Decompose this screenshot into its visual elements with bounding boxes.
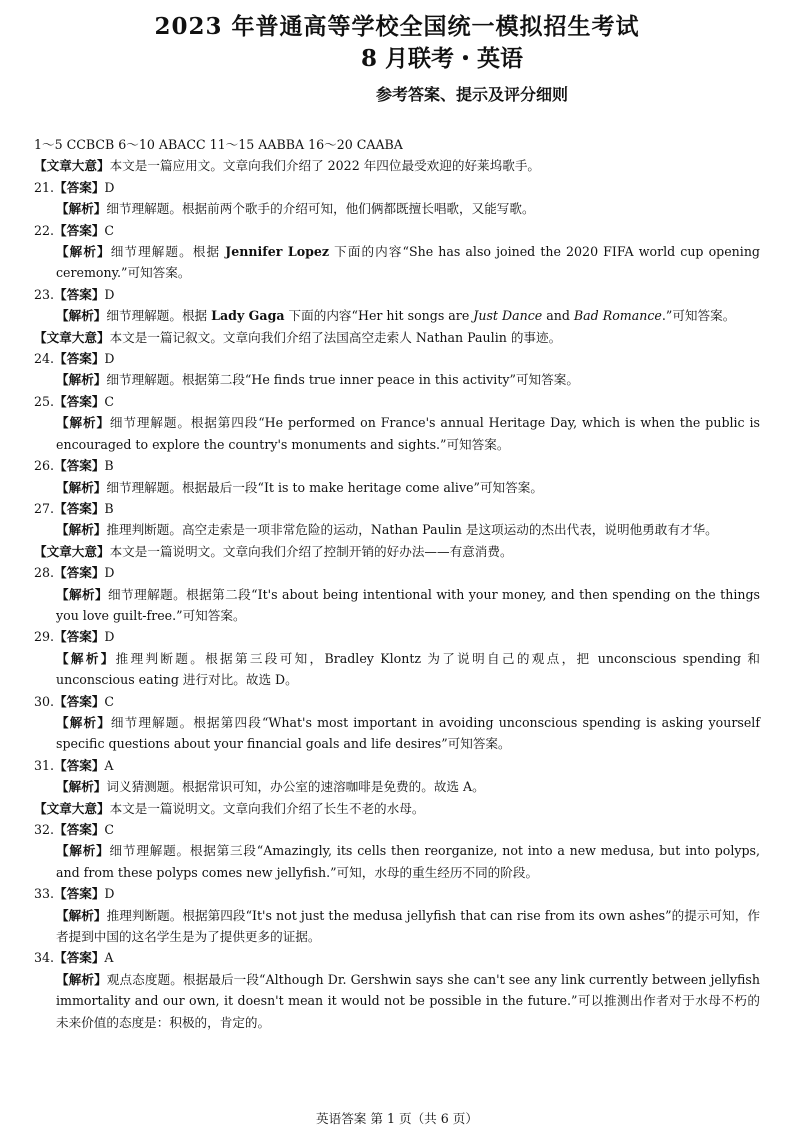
answer-line — [34, 691, 760, 712]
answer-tag: 【答案】 — [54, 629, 105, 645]
explanation-text: 细节理解题。根据前两个歌手的介绍可知，他们俩都既擅长唱歌，又能写歌。 — [106, 201, 535, 217]
answer-line — [34, 391, 760, 412]
answer-value: C — [104, 222, 115, 238]
answer-value: D — [104, 565, 115, 581]
answer-value: D — [104, 351, 115, 367]
explanation-text: 推理判断题。根据第四段“It's not just the medusa jellyfish that can rise from its own ashes”的提示可知，作者提到中国的这名学生是为了提供更多的证据。 — [56, 907, 760, 945]
question-number: 30. — [34, 693, 55, 709]
explanation-tag: 【解析】 — [56, 415, 110, 431]
explanation-text: 细节理解题。根据第二段“It's about being intentional with your money, and then spending on the things you love guilt-free.”可知答案。 — [56, 586, 760, 623]
question-number: 34. — [34, 950, 55, 966]
explanation-text: 细节理解题。根据 — [110, 244, 226, 260]
question-number: 25. — [34, 393, 55, 409]
exam-subtitle: 8 月联考・英语 — [360, 45, 523, 72]
answer-content — [34, 134, 760, 1033]
answer-tag: 【答案】 — [54, 458, 105, 474]
answer-tag: 【答案】 — [54, 393, 105, 409]
singer-name: Jennifer Lopez — [225, 244, 330, 260]
explanation-text: 观点态度题。根据最后一段“Although Dr. Gershwin says she can't see any link currently between jellyfish immortality and our own, it doesn't mean it would not be possible in the future.”可以推测出作者对于水母不朽的未来价值的态度是：积极的，肯定的。 — [56, 971, 760, 1030]
passage-summary — [34, 327, 760, 348]
explanation-tag: 【解析】 — [56, 843, 110, 859]
answer-line — [34, 755, 760, 776]
answer-value: C — [104, 822, 115, 837]
answer-page — [0, 12, 794, 1140]
explanation — [34, 905, 760, 948]
answer-line — [34, 626, 760, 647]
page-footer: 英语答案 第 1 页（共 6 页） — [316, 1111, 478, 1126]
explanation-text: 细节理解题。根据第二段“He finds true inner peace in this activity”可知答案。 — [106, 372, 579, 388]
answer-value: A — [104, 950, 114, 966]
summary-tag: 【文章大意】 — [34, 543, 110, 559]
answer-line — [34, 284, 760, 305]
answer-tag: 【答案】 — [54, 565, 105, 581]
answer-line — [34, 348, 760, 369]
explanation-tag: 【解析】 — [56, 714, 111, 730]
answer-line — [34, 455, 760, 476]
answer-tag: 【答案】 — [54, 286, 105, 302]
explanation-text: 细节理解题。根据第四段“What's most important in avoiding unconscious spending is asking yourself specific questions about your financial goals and life desires”可知答案。 — [56, 714, 760, 752]
explanation — [34, 969, 760, 1033]
answer-tag: 【答案】 — [54, 179, 105, 195]
song-title: Bad Romance — [573, 308, 662, 324]
question-number: 29. — [34, 629, 55, 645]
explanation-tag: 【解析】 — [56, 372, 107, 388]
question-number: 28. — [34, 565, 55, 581]
answer-value: C — [104, 393, 115, 409]
question-number: 22. — [34, 222, 55, 238]
question-number: 31. — [34, 757, 55, 773]
song-title: Just Dance — [473, 308, 543, 324]
explanation-text: 细节理解题。根据第三段“Amazingly, its cells then reorganize, not into a new medusa, but into polyps, and from these polyps comes new jellyfish.”可知，水母的重生经历不同的阶段。 — [56, 843, 761, 880]
explanation-text: 下面的内容“Her hit songs are — [284, 308, 474, 324]
explanation-tag: 【解析】 — [56, 522, 107, 538]
passage-summary — [34, 541, 760, 562]
explanation-tag: 【解析】 — [56, 650, 116, 666]
answer-value: D — [104, 629, 115, 645]
explanation-text: 细节理解题。根据第四段“He performed on France's annual Heritage Day, which is when the public is encouraged to explore the country's monuments and sights.”可知答案。 — [56, 415, 760, 452]
explanation-text: 推理判断题。高空走索是一项非常危险的运动，Nathan Paulin 是这项运动的杰出代表，说明他勇敢有才华。 — [106, 522, 718, 538]
answer-value: C — [104, 693, 115, 709]
explanation — [34, 241, 760, 284]
explanation-tag: 【解析】 — [56, 308, 107, 324]
answer-tag: 【答案】 — [54, 886, 105, 902]
choices-answer-line: 1～5 CCBCB 6～10 ABACC 11～15 AABBA 16～20 CAABA — [34, 137, 403, 152]
answer-line — [34, 947, 760, 968]
answer-line — [34, 498, 760, 519]
answer-tag: 【答案】 — [54, 950, 105, 966]
exam-title: 2023 年普通高等学校全国统一模拟招生考试 — [154, 13, 640, 40]
explanation — [34, 477, 760, 498]
summary-tag: 【文章大意】 — [34, 800, 110, 816]
answer-line — [34, 819, 760, 840]
explanation-tag: 【解析】 — [56, 586, 109, 602]
explanation-text: 下面的内容“She has also joined the 2020 FIFA world cup opening ceremony.”可知答案。 — [56, 244, 760, 281]
explanation — [34, 584, 760, 627]
passage-summary — [34, 798, 760, 819]
answer-tag: 【答案】 — [54, 822, 105, 837]
singer-name: Lady Gaga — [211, 308, 285, 324]
explanation — [34, 198, 760, 219]
explanation — [34, 648, 760, 691]
explanation — [34, 412, 760, 455]
answer-tag: 【答案】 — [54, 351, 105, 367]
doc-title: 参考答案、提示及评分细则 — [375, 85, 568, 104]
summary-tag: 【文章大意】 — [34, 158, 110, 174]
answer-value: B — [104, 500, 114, 516]
answer-line — [34, 562, 760, 583]
explanation — [34, 519, 760, 540]
answer-line — [34, 220, 760, 241]
explanation-text: and — [542, 308, 574, 324]
answer-value: D — [104, 179, 115, 195]
question-number: 26. — [34, 458, 55, 474]
explanation-tag: 【解析】 — [56, 244, 111, 260]
explanation-tag: 【解析】 — [56, 201, 107, 217]
question-number: 32. — [34, 822, 55, 837]
summary-text: 本文是一篇应用文。文章向我们介绍了 2022 年四位最受欢迎的好莱坞歌手。 — [109, 158, 541, 174]
explanation — [34, 776, 760, 797]
explanation-tag: 【解析】 — [56, 907, 107, 923]
question-number: 27. — [34, 500, 55, 516]
answer-tag: 【答案】 — [54, 500, 105, 516]
explanation-tag: 【解析】 — [56, 479, 107, 495]
answer-line — [34, 177, 760, 198]
explanation-text: 细节理解题。根据最后一段“It is to make heritage come alive”可知答案。 — [106, 479, 543, 495]
question-number: 33. — [34, 886, 55, 902]
passage-summary — [34, 155, 760, 176]
explanation — [34, 712, 760, 755]
explanation-text: .”可知答案。 — [661, 308, 736, 324]
summary-text: 本文是一篇说明文。文章向我们介绍了控制开销的好办法——有意消费。 — [109, 543, 513, 559]
answer-tag: 【答案】 — [54, 222, 105, 238]
explanation-text: 细节理解题。根据 — [106, 308, 212, 324]
answer-value: D — [104, 286, 115, 302]
question-number: 24. — [34, 351, 55, 367]
explanation-tag: 【解析】 — [56, 971, 107, 987]
answer-value: D — [104, 886, 115, 902]
answer-value: A — [104, 757, 114, 773]
explanation — [34, 369, 760, 390]
summary-tag: 【文章大意】 — [34, 329, 110, 345]
summary-text: 本文是一篇记叙文。文章向我们介绍了法国高空走索人 Nathan Paulin 的事迹。 — [109, 329, 562, 345]
answer-tag: 【答案】 — [54, 757, 105, 773]
answer-line — [34, 883, 760, 904]
explanation — [34, 305, 760, 326]
explanation-text: 推理判断题。根据第三段可知，Bradley Klontz 为了说明自己的观点，把 unconscious spending 和 unconscious eating 进行对比。故选 D。 — [56, 650, 760, 688]
summary-text: 本文是一篇说明文。文章向我们介绍了长生不老的水母。 — [109, 800, 425, 816]
explanation-text: 词义猜测题。根据常识可知，办公室的速溶咖啡是免费的。故选 A。 — [106, 779, 485, 795]
question-number: 21. — [34, 179, 55, 195]
explanation-tag: 【解析】 — [56, 779, 107, 795]
answer-tag: 【答案】 — [54, 693, 105, 709]
answer-value: B — [104, 458, 114, 474]
question-number: 23. — [34, 286, 55, 302]
explanation — [34, 840, 760, 883]
